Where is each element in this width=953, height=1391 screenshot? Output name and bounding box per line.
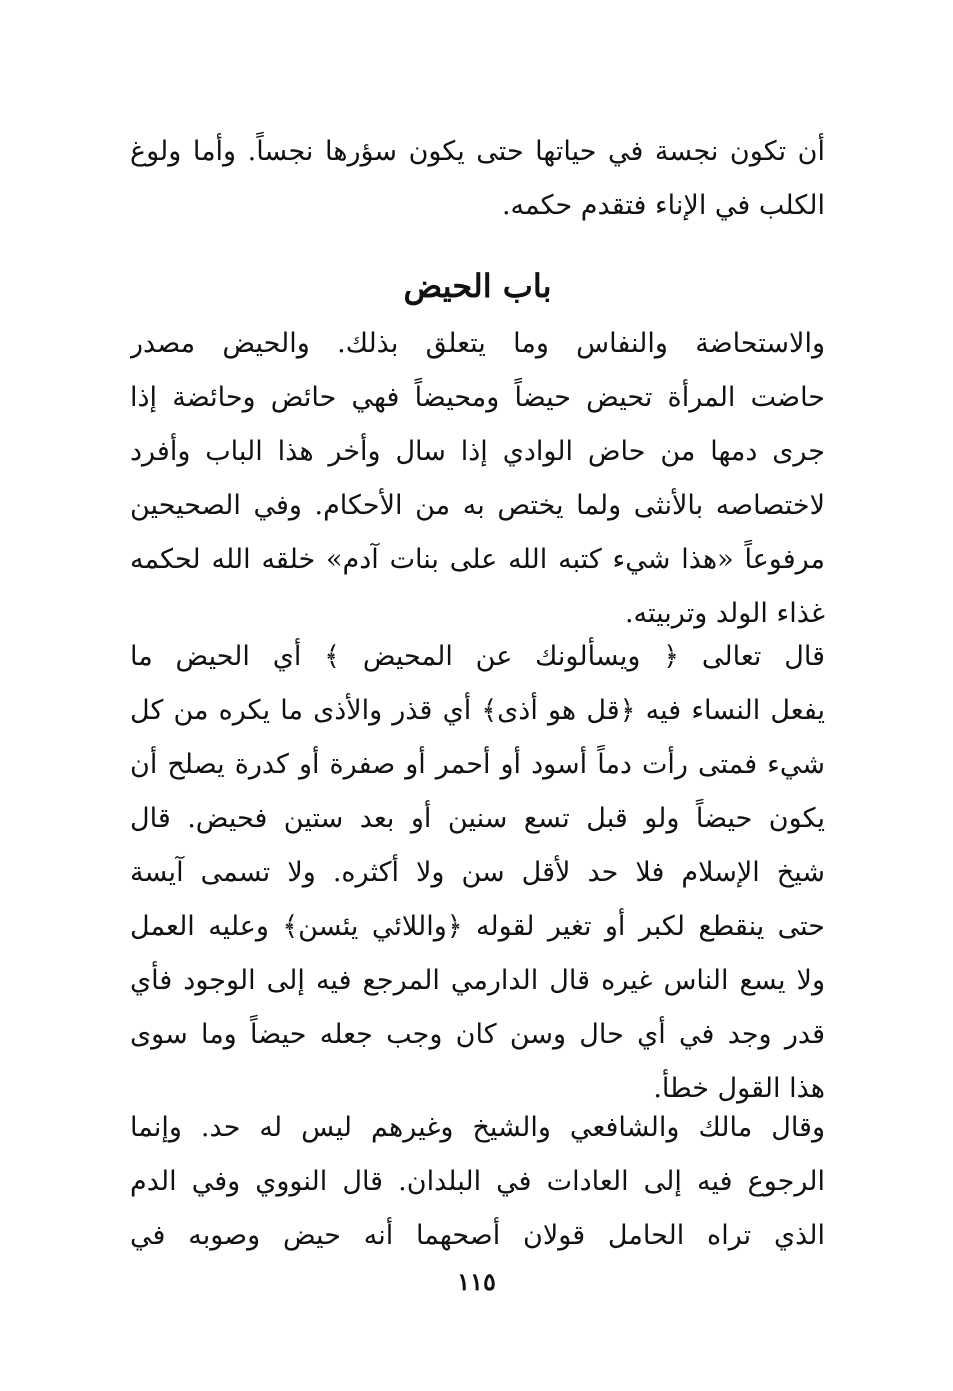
text-line: قدر وجد في أي حال وسن كان وجب جعله حيضاً وما سوى: [130, 1019, 825, 1050]
text-line: وقال مالك والشافعي والشيخ وغيرهم ليس له حد. وإنما: [130, 1112, 825, 1143]
text-line: حتى ينقطع لكبر أو تغير لقوله ﴿واللائي يئسن﴾ وعليه العمل: [130, 911, 825, 942]
text-line: قال تعالى ﴿ ويسألونك عن المحيض ﴾ أي الحيض ما: [130, 641, 825, 672]
text-line: الكلب في الإناء فتقدم حكمه.: [501, 190, 825, 221]
section-heading: باب الحيض: [403, 267, 552, 305]
text-line: يكون حيضاً ولو قبل تسع سنين أو بعد ستين فحيض. قال: [130, 803, 825, 834]
text-line: الرجوع فيه إلى العادات في البلدان. قال النووي وفي الدم: [130, 1166, 825, 1197]
text-line: غذاء الولد وتربيته.: [624, 598, 825, 629]
text-line: حاضت المرأة تحيض حيضاً ومحيضاً فهي حائض وحائضة إذا: [130, 382, 825, 413]
text-line: الذي تراه الحامل قولان أصحهما أنه حيض وصوبه في: [130, 1220, 825, 1251]
text-line: هذا القول خطأ.: [653, 1073, 825, 1104]
text-line: مرفوعاً «هذا شيء كتبه الله على بنات آدم» خلقه الله لحكمه: [130, 544, 825, 575]
text-line: يفعل النساء فيه ﴿قل هو أذى﴾ أي قذر والأذى ما يكره من كل: [130, 695, 825, 726]
text-line: والاستحاضة والنفاس وما يتعلق بذلك. والحيض مصدر: [130, 328, 825, 359]
text-line: شيء فمتى رأت دماً أسود أو أحمر أو صفرة أو كدرة يصلح أن: [130, 749, 825, 780]
text-line: شيخ الإسلام فلا حد لأقل سن ولا أكثره. ولا تسمى آيسة: [130, 857, 825, 888]
text-line: ولا يسع الناس غيره قال الدارمي المرجع فيه إلى الوجود فأي: [130, 965, 825, 996]
text-line: لاختصاصه بالأنثى ولما يختص به من الأحكام. وفي الصحيحين: [130, 490, 825, 521]
page-number: ١١٥: [457, 1267, 496, 1296]
text-line: جرى دمها من حاض الوادي إذا سال وأخر هذا الباب وأفرد: [130, 436, 825, 467]
text-line: أن تكون نجسة في حياتها حتى يكون سؤرها نجساً. وأما ولوغ: [130, 136, 825, 167]
